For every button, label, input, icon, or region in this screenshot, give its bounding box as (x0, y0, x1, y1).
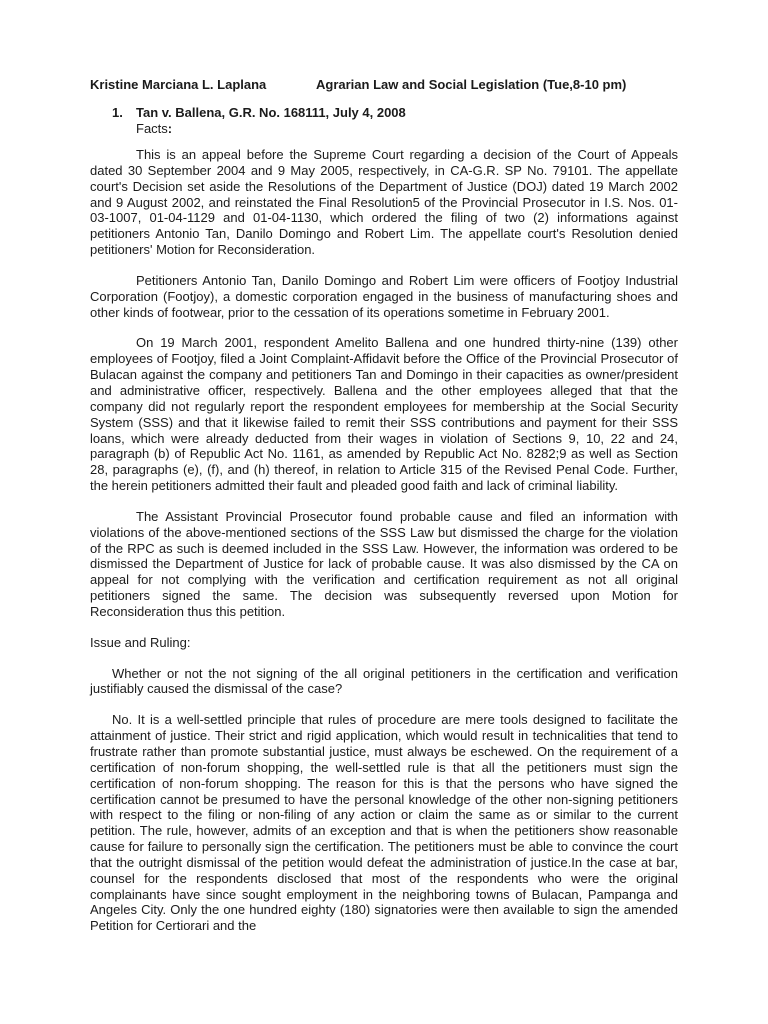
issue-heading: Issue and Ruling: (90, 634, 191, 650)
paragraph-ruling: No. It is a well-settled principle that rules of procedure are mere tools designed to facilitate the attainment of justice. Their strict and rigid application, which would result in technicalities that tend to frustrate rather than promote substantial justice, must always be eschewed. On the requirement of a certification of non-forum shopping, the well-settled rule is that all the petitioners must sign the certification of non-forum shopping. The reason for this is that the persons who have signed the certification cannot be presumed to have the personal knowledge of the other non-signing petitioners with respect to the filing or non-filing of any action or claim the same as or similar to the current petition. The rule, however, admits of an exception and that is when the petitioners show reasonable cause for failure to personally sign the certification. The petitioners must be able to convince the court that the outright dismissal of the petition would defeat the administration of justice.In the case at bar, counsel for the respondents disclosed that most of the respondents who were the original complainants have since sought employment in the neighboring towns of Bulacan, Pampanga and Angeles City. Only the one hundred eighty (180) signatories were then available to sign the amended Petition for Certiorari and the (90, 712, 678, 934)
facts-heading (136, 120, 172, 138)
paragraph-complaint: On 19 March 2001, respondent Amelito Ballena and one hundred thirty-nine (139) other employees of Footjoy, filed a Joint Complaint-Affidavit before the Office of the Provincial Prosecutor of Bulacan against the company and petitioners Tan and Domingo in their capacities as owner/president and administrative officer, respectively. Ballena and the other employees alleged that that the company did not regularly report the respondent employees for membership at the Social Security System (SSS) and that it likewise failed to remit their SSS contributions and payment for their SSS loans, which were already deducted from their wages in violation of Sections 9, 10, 22 and 24, paragraph (b) of Republic Act No. 1161, as amended by Republic Act No. 8282;9 as well as Section 28, paragraphs (e), (f), and (h) thereof, in relation to Article 315 of the Revised Penal Code. Further, the herein petitioners admitted their fault and pleaded good faith and lack of criminal liability. (90, 335, 678, 494)
paragraph-appeal: This is an appeal before the Supreme Court regarding a decision of the Court of Appeals dated 30 September 2004 and 9 May 2005, respectively, in CA-G.R. SP No. 79101. The appellate court's Decision set aside the Resolutions of the Department of Justice (DOJ) dated 19 March 2002 and 9 August 2002, and reinstated the Final Resolution5 of the Provincial Prosecutor in I.S. Nos. 01-03-1007, 01-04-1129 and 01-04-1130, which ordered the filing of two (2) informations against petitioners Antonio Tan, Danilo Domingo and Robert Lim. The appellate court's Resolution denied petitioners' Motion for Reconsideration. (90, 147, 678, 258)
case-number: 1. (112, 105, 123, 120)
paragraph-petitioners: Petitioners Antonio Tan, Danilo Domingo and Robert Lim were officers of Footjoy Industrial Corporation (Footjoy), a domestic corporation engaged in the business of manufacturing shoes and other kinds of footwear, prior to the cessation of its operations sometime in February 2001. (90, 272, 678, 320)
facts-section (90, 147, 678, 934)
course-title: Agrarian Law and Social Legislation (Tue,8-10 pm) (316, 77, 627, 92)
facts-label: Facts (136, 121, 168, 136)
paragraph-issue: Whether or not the not signing of the all original petitioners in the certification and verification justifiably caused the dismissal of the case? (90, 665, 678, 697)
case-citation: Tan v. Ballena, G.R. No. 168111, July 4, 2008 (136, 105, 406, 120)
author-name: Kristine Marciana L. Laplana (90, 77, 267, 92)
paragraph-prosecutor: The Assistant Provincial Prosecutor found probable cause and filed an information with violations of the above-mentioned sections of the SSS Law but dismissed the charge for the violation of the RPC as such is deemed included in the SSS Law. However, the information was ordered to be dismissed the Department of Justice for lack of probable cause. It was also dismissed by the CA on appeal for not complying with the verification and certification requirement as not all original petitioners signed the same. The decision was subsequently reversed upon Motion for Reconsideration thus this petition. (90, 508, 678, 619)
facts-colon: : (167, 121, 173, 136)
